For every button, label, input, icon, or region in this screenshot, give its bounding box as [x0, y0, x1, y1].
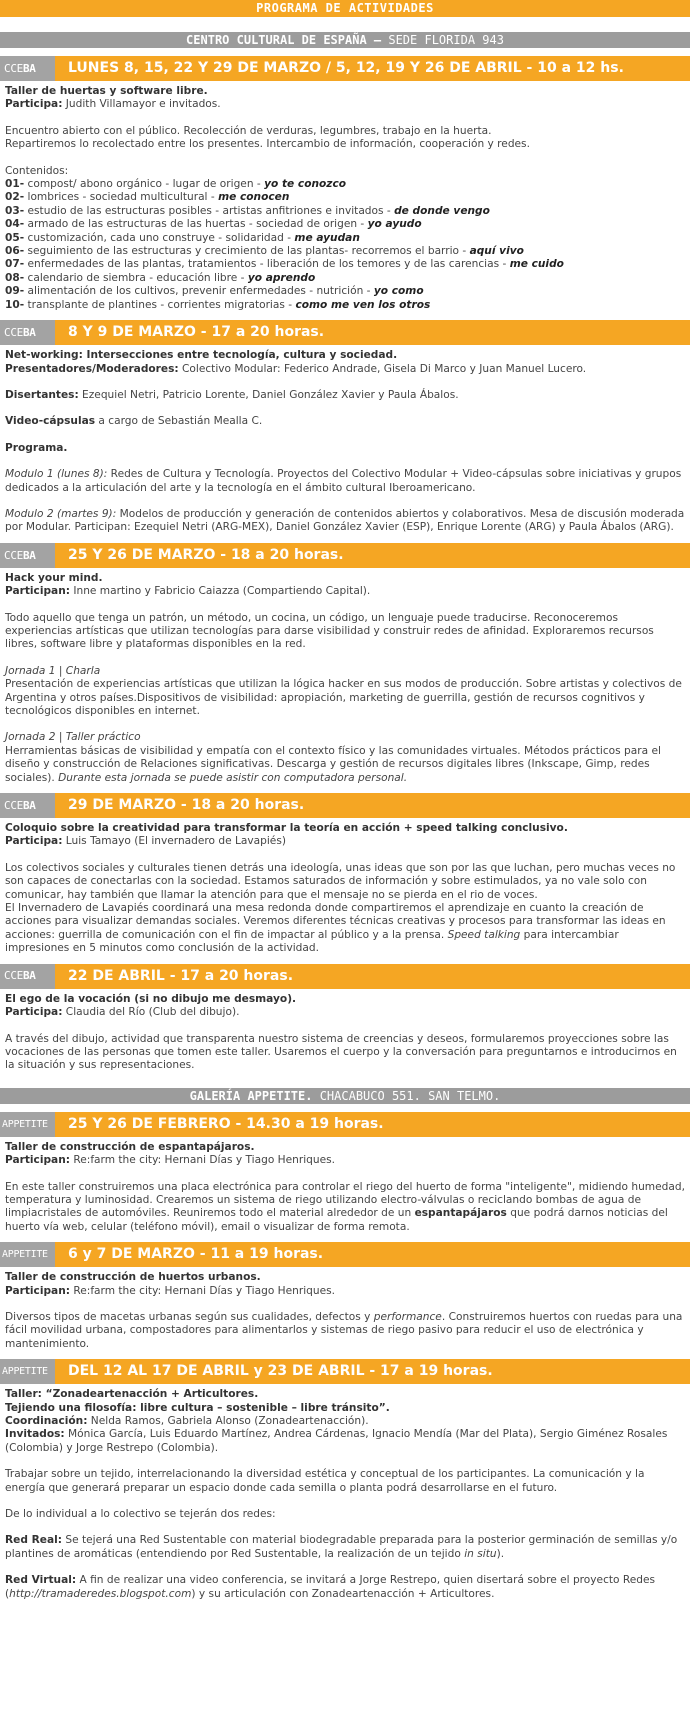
event-body: [0, 81, 690, 312]
event-header: [0, 793, 690, 818]
event-title: Taller de construcción de espantapájaros.: [5, 1140, 255, 1153]
appetite-logo-icon: APPETITE: [0, 1242, 55, 1267]
venue-header-appetite: [0, 1088, 690, 1104]
contents-item: 05- customización, cada uno construye - solidaridad - me ayudan: [5, 231, 360, 244]
module-2: Modulo 2 (martes 9): Modelos de producción y generación de contenidos abiertos y colaborativos. Mesa de discusión moderada por Modular. Participan: Ezequiel Netri (ARG-MEX), Daniel González Xavier (ESP), Enrique Lorente (ARG) y Paula Ábalos (ARG).: [5, 507, 685, 534]
cceba-logo-icon: CCE BA: [0, 793, 55, 818]
contents-item: 01- compost/ abono orgánico - lugar de origen - yo te conozco: [5, 178, 347, 191]
venue-address: CHACABUCO 551. SAN TELMO.: [319, 1088, 501, 1103]
venue-name: CENTRO CULTURAL DE ESPAÑA –: [186, 33, 389, 47]
event-title: Taller: “Zonadeartenacción + Articultores.: [5, 1388, 259, 1401]
contents-item: 10- transplante de plantines - corrientes migratorias - como me ven los otros: [5, 298, 431, 311]
appetite-logo-icon: APPETITE: [0, 1359, 55, 1384]
red-virtual: Red Virtual: A fin de realizar una video conferencia, se invitará a Jorge Restrepo, quien disertará sobre el proyecto Redes (http://tramaderedes.blogspot.com) y su articulación con Zonadeartenacción + Articultores.: [5, 1574, 656, 1600]
blog-link[interactable]: http://tramaderedes.blogspot.com: [9, 1587, 192, 1600]
red-real: Red Real: Se tejerá una Red Sustentable con material biodegradable preparada para la posterior germinación de semillas y/o plantines de aromáticas (entendiendo por Red Sustentable, la realización de un tejido in situ).: [5, 1534, 678, 1560]
event-description: Todo aquello que tenga un patrón, un método, un cocina, un código, un lenguaje puede traducirse. Reconoceremos experiencias artísticas que utilizan tecnologías para darse visibilidad y construir redes de afinidad. Exploraremos recursos libres, software libre y plataformas disponibles en la red.: [5, 611, 654, 651]
event-date: 8 Y 9 DE MARZO - 17 a 20 horas.: [55, 320, 690, 345]
event-date: 29 DE MARZO - 18 a 20 horas.: [55, 793, 690, 818]
event-description: Los colectivos sociales y culturales tienen detrás una ideología, unas ideas que son por las que luchan, pero muchas veces no son capaces de conectarlas con la sociedad. Estamos saturados de información y sobre estimulados, ya no vale solo con comunicar, hay también que llamar la atención para que el mensaje no se pierda en el rio de voces.: [5, 861, 676, 901]
event-description: Diversos tipos de macetas urbanas según sus cualidades, defectos y performance. Construiremos huertos con ruedas para una fácil movilidad urbana, compostadores para alimentarlos y sistemas de riego pasivo para reducir el uso de electrónica y mantenimiento.: [5, 1310, 683, 1350]
event-title: El ego de la vocación (si no dibujo me desmayo).: [5, 992, 297, 1005]
contents-item: 02- lombrices - sociedad multicultural - me conocen: [5, 191, 290, 204]
event-date: 22 DE ABRIL - 17 a 20 horas.: [55, 964, 690, 989]
event-header: [0, 964, 690, 989]
event-body: [0, 818, 690, 956]
session-1-label: Jornada 1 | Charla: [5, 664, 101, 677]
cceba-logo-icon: CCE BA: [0, 56, 55, 81]
event-date: 25 Y 26 DE MARZO - 18 a 20 horas.: [55, 543, 690, 568]
session-1-description: Presentación de experiencias artísticas que utilizan la lógica hacker en sus modos de producción. Sobre artistas y colectivos de Argentina y otros países.Dispositivos de visibilidad: apropiación, marketing de guerrilla, gestión de recursos cognitivos y tecnológicos disponibles en internet.: [5, 678, 682, 717]
event-date: 25 Y 26 DE FEBRERO - 14.30 a 19 horas.: [55, 1112, 690, 1137]
event-body: [0, 989, 690, 1073]
event-header: [0, 1112, 690, 1137]
cceba-logo-icon: CCE BA: [0, 964, 55, 989]
event-header: [0, 543, 690, 568]
contents-label: Contenidos:: [5, 164, 69, 177]
event-header: [0, 320, 690, 345]
event-date: DEL 12 AL 17 DE ABRIL y 23 DE ABRIL - 17 a 19 horas.: [55, 1359, 690, 1384]
event-participants: Participa: Luis Tamayo (El invernadero de Lavapiés): [5, 835, 286, 848]
event-video-capsules: Video-cápsulas a cargo de Sebastián Mealla C.: [5, 415, 263, 428]
event-date: 6 y 7 DE MARZO - 11 a 19 horas.: [55, 1242, 690, 1267]
event-title: Net-working: Intersecciones entre tecnología, cultura y sociedad.: [5, 349, 398, 362]
event-participants: Participan: Re:farm the city: Hernani Días y Tiago Henriques.: [5, 1154, 336, 1167]
event-description: El Invernadero de Lavapiés coordinará una mesa redonda donde compartiremos el aprendizaje en cuanto la creación de acciones para visualizar demandas sociales. Veremos diferentes técnicas creativas y procesos para transformar las ideas en acciones: guerrilla de comunicación con el fin de impactar al público y a la prensa. Speed talking para intercambiar impresiones en 5 minutos como conclusión de la actividad.: [5, 902, 666, 955]
event-body: [0, 1137, 690, 1234]
event-subtitle: Tejiendo una filosofía: libre cultura – sostenible – libre tránsito”.: [5, 1401, 390, 1414]
event-presenters: Presentadores/Moderadores: Colectivo Modular: Federico Andrade, Gisela Di Marco y Juan Manuel Lucero.: [5, 362, 587, 375]
event-guests: Invitados: Mónica García, Luis Eduardo Martínez, Andrea Cárdenas, Ignacio Mendía (Mar del Plata), Sergio Giménez Rosales (Colombia) y Jorge Restrepo (Colombia).: [5, 1428, 668, 1454]
event-participants: Participan: Re:farm the city: Hernani Días y Tiago Henriques.: [5, 1284, 336, 1297]
page-title: PROGRAMA DE ACTIVIDADES: [0, 0, 690, 17]
event-title: Coloquio sobre la creatividad para transformar la teoría en acción + speed talking conclusivo.: [5, 822, 568, 835]
event-header: [0, 1242, 690, 1267]
event-date: LUNES 8, 15, 22 Y 29 DE MARZO / 5, 12, 19 Y 26 DE ABRIL - 10 a 12 hs.: [55, 56, 690, 81]
event-coordination: Coordinación: Nelda Ramos, Gabriela Alonso (Zonadeartenacción).: [5, 1415, 369, 1427]
contents-item: 06- seguimiento de las estructuras y crecimiento de las plantas- recorremos el barrio - aquí vivo: [5, 245, 524, 258]
venue-address: SEDE FLORIDA 943: [388, 33, 504, 47]
venue-header-cce: [0, 32, 690, 48]
contents-item: 03- estudio de las estructuras posibles - artistas anfitriones e invitados - de donde vengo: [5, 204, 490, 217]
event-header: [0, 1359, 690, 1384]
session-2-description: Herramientas básicas de visibilidad y empatía con el contexto físico y las comunidades virtuales. Métodos prácticos para el diseño y construcción de Relaciones significativas. Descarga y gestión de recursos digitales libres (Inkscape, Gimp, redes sociales). Durante esta jornada se puede asistir con computadora personal.: [5, 744, 661, 784]
event-description: Trabajar sobre un tejido, interrelacionando la diversidad estética y conceptual de los participantes. La comunicación y la energía que generará preparar un espacio donde cada semilla o planta podrá desarrollarse en el futuro.: [5, 1468, 645, 1494]
event-description: A través del dibujo, actividad que transparenta nuestro sistema de creencias y deseos, formularemos proyecciones sobre las vocaciones de las personas que tomen este taller. Usaremos el cuerpo y la conversación para preguntarnos e introducirnos en la situación y sus representaciones.: [5, 1032, 677, 1072]
program-label: Programa.: [5, 441, 68, 454]
event-body: [0, 568, 690, 785]
contents-item: 04- armado de las estructuras de las huertas - sociedad de origen - yo ayudo: [5, 218, 422, 231]
event-description: De lo individual a lo colectivo se tejerán dos redes:: [5, 1508, 276, 1521]
event-description: Encuentro abierto con el público. Recolección de verduras, legumbres, trabajo en la huerta.: [5, 124, 492, 137]
cceba-logo-icon: CCE BA: [0, 543, 55, 568]
event-description: En este taller construiremos una placa electrónica para controlar el riego del huerto de forma "inteligente", midiendo humedad, temperatura y luminosidad. Crearemos un sistema de riego utilizando electro-válvulas o reciclando bombas de agua de limpiacristales de automóviles. Reuniremos todo el material alrededor de un espantapájaros que podrá darnos noticias del huerto vía web, celular (teléfono móvil), email o visualizar de forma remota.: [5, 1180, 685, 1233]
event-body: [0, 345, 690, 535]
contents-item: 08- calendario de siembra - educación libre - yo aprendo: [5, 271, 316, 284]
event-description: Repartiremos lo recolectado entre los presentes. Intercambio de información, cooperación y redes.: [5, 138, 530, 151]
session-2-label: Jornada 2 | Taller práctico: [5, 731, 141, 744]
event-participants: Participa: Claudia del Río (Club del dibujo).: [5, 1006, 240, 1019]
contents-item: 09- alimentación de los cultivos, prevenir enfermedades - nutrición - yo como: [5, 285, 424, 298]
event-participants: Participa: Judith Villamayor e invitados.: [5, 98, 221, 111]
contents-list: [5, 178, 685, 312]
event-body: [0, 1267, 690, 1351]
event-title: Taller de construcción de huertos urbanos.: [5, 1271, 261, 1284]
cceba-logo-icon: CCE BA: [0, 320, 55, 345]
event-participants: Participan: Inne martino y Fabricio Caiazza (Compartiendo Capital).: [5, 585, 371, 598]
event-title: Taller de huertas y software libre.: [5, 85, 208, 97]
module-1: Modulo 1 (lunes 8): Redes de Cultura y Tecnología. Proyectos del Colectivo Modular + Video-cápsulas sobre iniciativas y grupos dedicados a la articulación del arte y la tecnología en el ámbito cultural Iberoamericano.: [5, 468, 682, 494]
event-title: Hack your mind.: [5, 571, 103, 584]
event-body: [0, 1384, 690, 1601]
venue-name: GALERÍA APPETITE.: [189, 1088, 320, 1103]
event-speakers: Disertantes: Ezequiel Netri, Patricio Lorente, Daniel González Xavier y Paula Ábalos.: [5, 388, 459, 401]
contents-item: 07- enfermedades de las plantas, tratamientos - liberación de los temores y de las carencias - me cuido: [5, 258, 564, 271]
appetite-logo-icon: APPETITE: [0, 1112, 55, 1137]
event-header: [0, 56, 690, 81]
